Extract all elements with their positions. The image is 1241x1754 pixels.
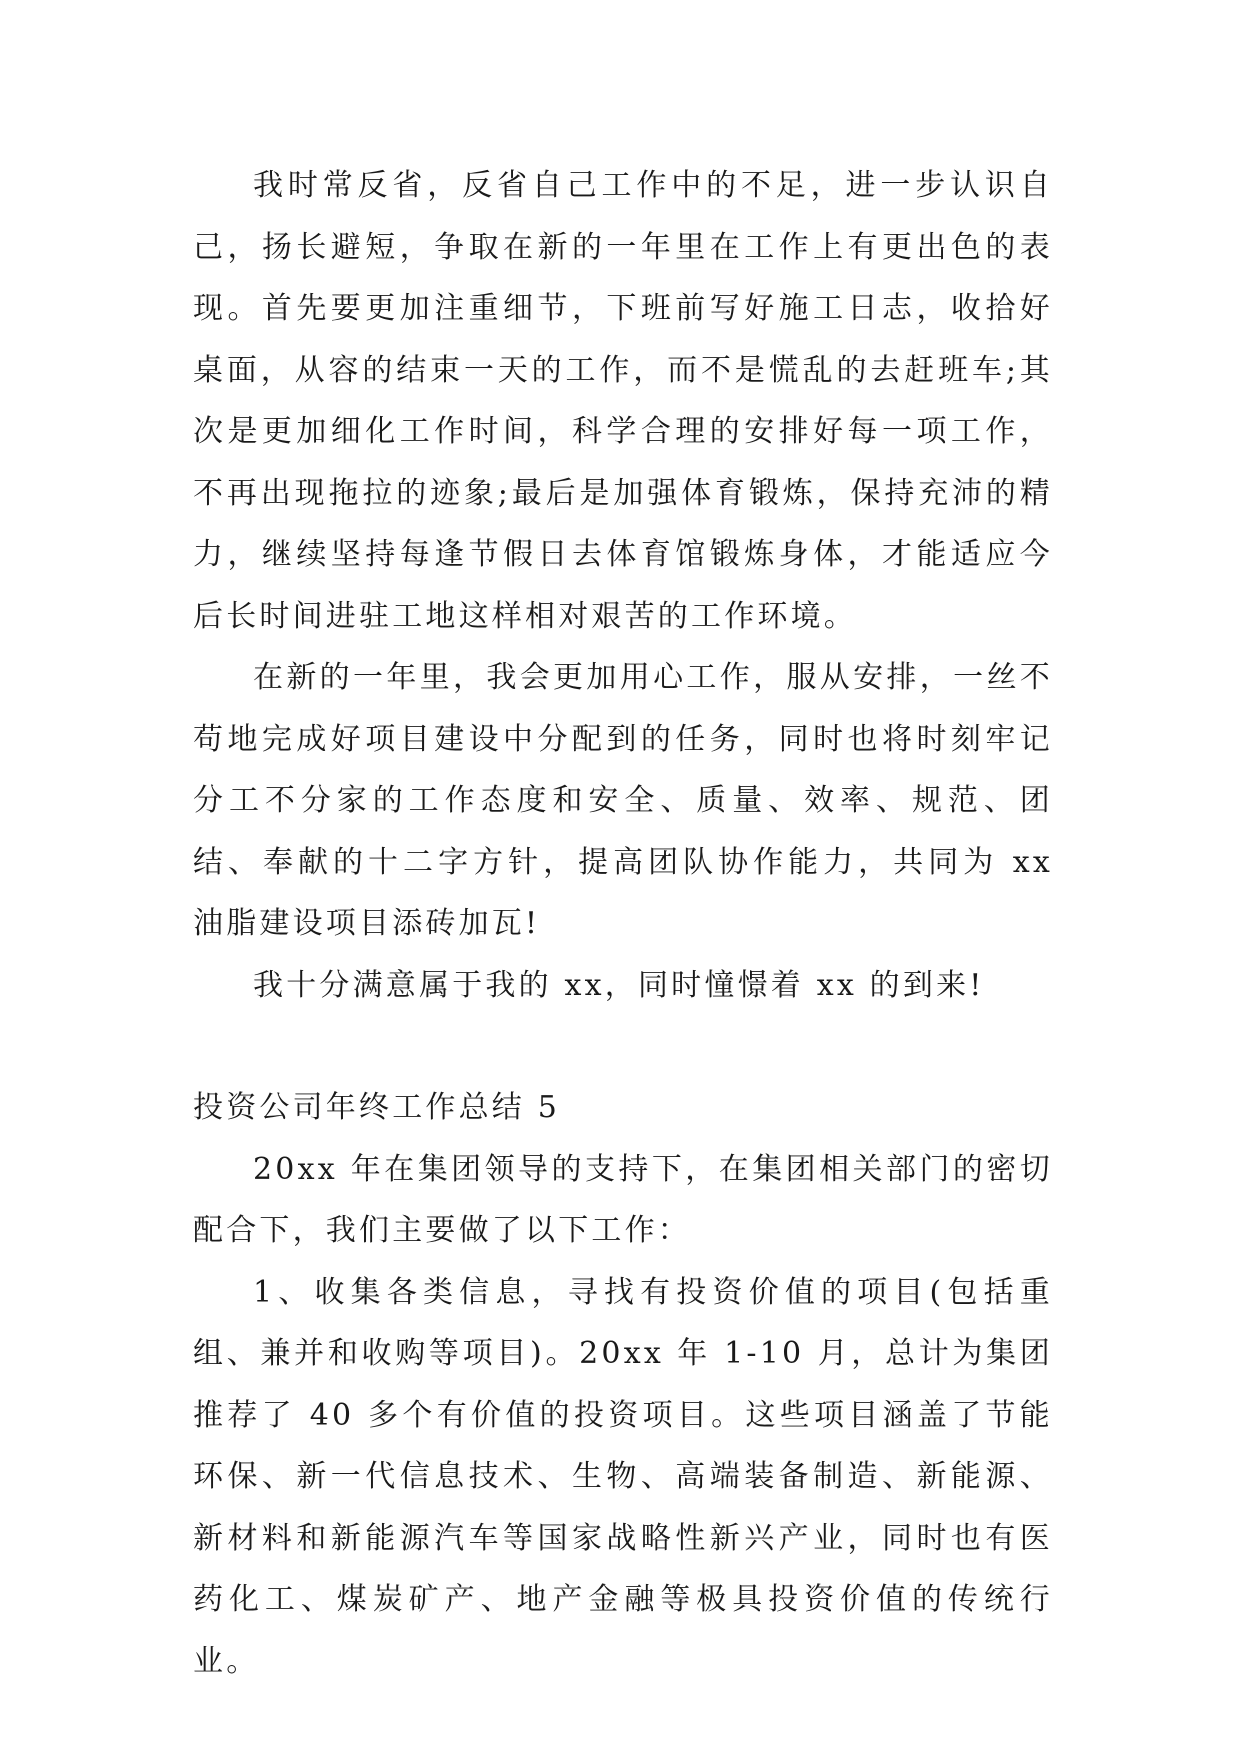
section-title: 投资公司年终工作总结 5 bbox=[193, 1090, 561, 1125]
paragraph-intro: 20xx 年在集团领导的支持下，在集团相关部门的密切配合下，我们主要做了以下工作： bbox=[193, 1151, 1053, 1248]
paragraph-new-year-plan: 在新的一年里，我会更加用心工作，服从安排，一丝不苟地完成好项目建设中分配到的任务，同时也将时刻牢记分工不分家的工作态度和安全、质量、效率、规范、团结、奉献的十二字方针，提高团队协作能力，共同为 xx 油脂建设项目添砖加瓦! bbox=[193, 660, 1053, 941]
paragraph-self-reflection: 我时常反省，反省自己工作中的不足，进一步认识自己，扬长避短，争取在新的一年里在工作上有更出色的表现。首先要更加注重细节，下班前写好施工日志，收拾好桌面，从容的结束一天的工作，而不是慌乱的去赶班车;其次是更加细化工作时间，科学合理的安排好每一项工作，不再出现拖拉的迹象;最后是加强体育锻炼，保持充沛的精力，继续坚持每逢节假日去体育馆锻炼身体，才能适应今后长时间进驻工地这样相对艰苦的工作环境。 bbox=[193, 168, 1053, 634]
paragraph-item-1: 1、收集各类信息，寻找有投资价值的项目(包括重组、兼并和收购等项目)。20xx 年 1-10 月，总计为集团推荐了 40 多个有价值的投资项目。这些项目涵盖了节能环保、新一代信息技术、生物、高端装备制造、新能源、新材料和新能源汽车等国家战略性新兴产业，同时也有医药化工、煤炭矿产、地产金融等极具投资价值的传统行业。 bbox=[193, 1274, 1053, 1679]
document-body bbox=[193, 155, 1053, 1692]
paragraph-closing: 我十分满意属于我的 xx，同时憧憬着 xx 的到来! bbox=[253, 967, 985, 1003]
